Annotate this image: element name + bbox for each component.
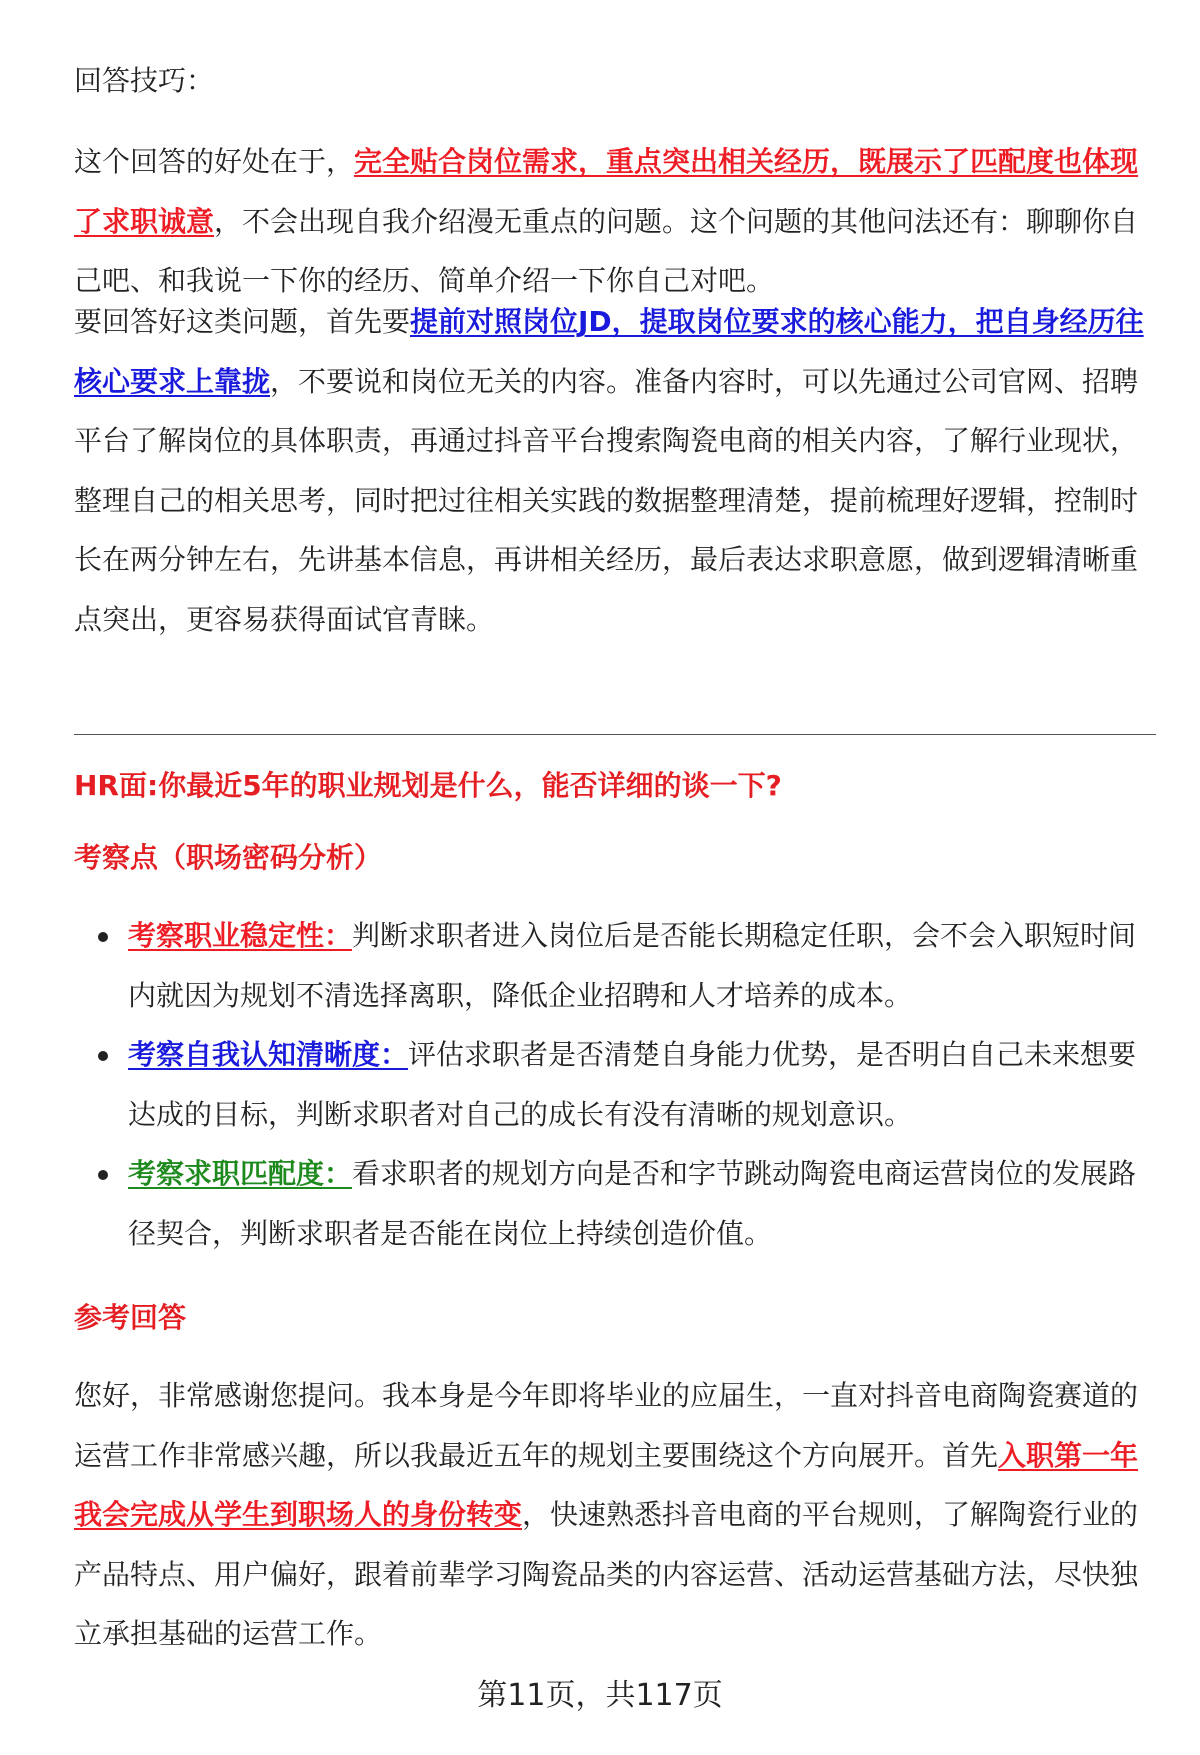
- tips-paragraph-2: [74, 292, 1154, 649]
- point-label: 考察求职匹配度：: [128, 1157, 353, 1190]
- answer-paragraph: [74, 1366, 1154, 1664]
- answer-text-1: 您好，非常感谢您提问。我本身是今年即将毕业的应届生，一直对抖音电商陶瓷赛道的运营工作非常感兴趣，所以我最近五年的规划主要围绕这个方向展开。首先: [74, 1379, 1139, 1472]
- tips-heading: 回答技巧：: [74, 64, 215, 97]
- tips-p2-text-2: ，不要说和岗位无关的内容。准备内容时，可以先通过公司官网、招聘平台了解岗位的具体职责，再通过抖音平台搜索陶瓷电商的相关内容，了解行业现状，整理自己的相关思考，同时把过往相关实践的数据整理清楚，提前梳理好逻辑，控制时长在两分钟左右，先讲基本信息，再讲相关经历，最后表达求职意愿，做到逻辑清晰重点突出，更容易获得面试官青睐。: [74, 364, 1139, 636]
- point-label: 考察职业稳定性：: [128, 919, 353, 952]
- list-item: [74, 1144, 1154, 1263]
- tips-paragraph-1: [74, 132, 1154, 311]
- list-item: [74, 906, 1154, 1025]
- point-label: 考察自我认知清晰度：: [128, 1038, 409, 1071]
- page-number: 第11页，共117页: [477, 1678, 723, 1713]
- answer-highlight: 入职第一年我会完成从学生到职场人的身份转变: [74, 1438, 1139, 1531]
- answer-heading: 参考回答: [74, 1301, 187, 1334]
- tips-p1-text-1: 这个回答的好处在于，: [74, 145, 355, 178]
- tips-p2-text-1: 要回答好这类问题，首先要: [74, 305, 411, 338]
- section-divider: [74, 734, 1156, 735]
- bullet-icon: [98, 1051, 108, 1061]
- bullet-icon: [98, 1170, 108, 1180]
- tips-p2-highlight: 提前对照岗位JD，提取岗位要求的核心能力，把自身经历往核心要求上靠拢: [74, 305, 1144, 398]
- answer-text-2: ，快速熟悉抖音电商的平台规则，了解陶瓷行业的产品特点、用户偏好，跟着前辈学习陶瓷品类的内容运营、活动运营基础方法，尽快独立承担基础的运营工作。: [74, 1498, 1139, 1650]
- point-text: 判断求职者进入岗位后是否能长期稳定任职，会不会入职短时间内就因为规划不清选择离职，降低企业招聘和人才培养的成本。: [128, 919, 1137, 1012]
- bullet-icon: [98, 932, 108, 942]
- point-text: 看求职者的规划方向是否和字节跳动陶瓷电商运营岗位的发展路径契合，判断求职者是否能在岗位上持续创造价值。: [128, 1157, 1137, 1250]
- tips-p1-highlight: 完全贴合岗位需求，重点突出相关经历，既展示了匹配度也体现了求职诚意: [74, 145, 1139, 238]
- points-list: [74, 906, 1154, 1263]
- list-item: [74, 1025, 1154, 1144]
- point-text: 评估求职者是否清楚自身能力优势，是否明白自己未来想要达成的目标，判断求职者对自己的成长有没有清晰的规划意识。: [128, 1038, 1137, 1131]
- question-title: HR面:你最近5年的职业规划是什么，能否详细的谈一下?: [74, 769, 782, 802]
- tips-p1-text-2: ，不会出现自我介绍漫无重点的问题。这个问题的其他问法还有：聊聊你自己吧、和我说一下你的经历、简单介绍一下你自己对吧。: [74, 204, 1139, 297]
- points-heading: 考察点（职场密码分析）: [74, 841, 383, 874]
